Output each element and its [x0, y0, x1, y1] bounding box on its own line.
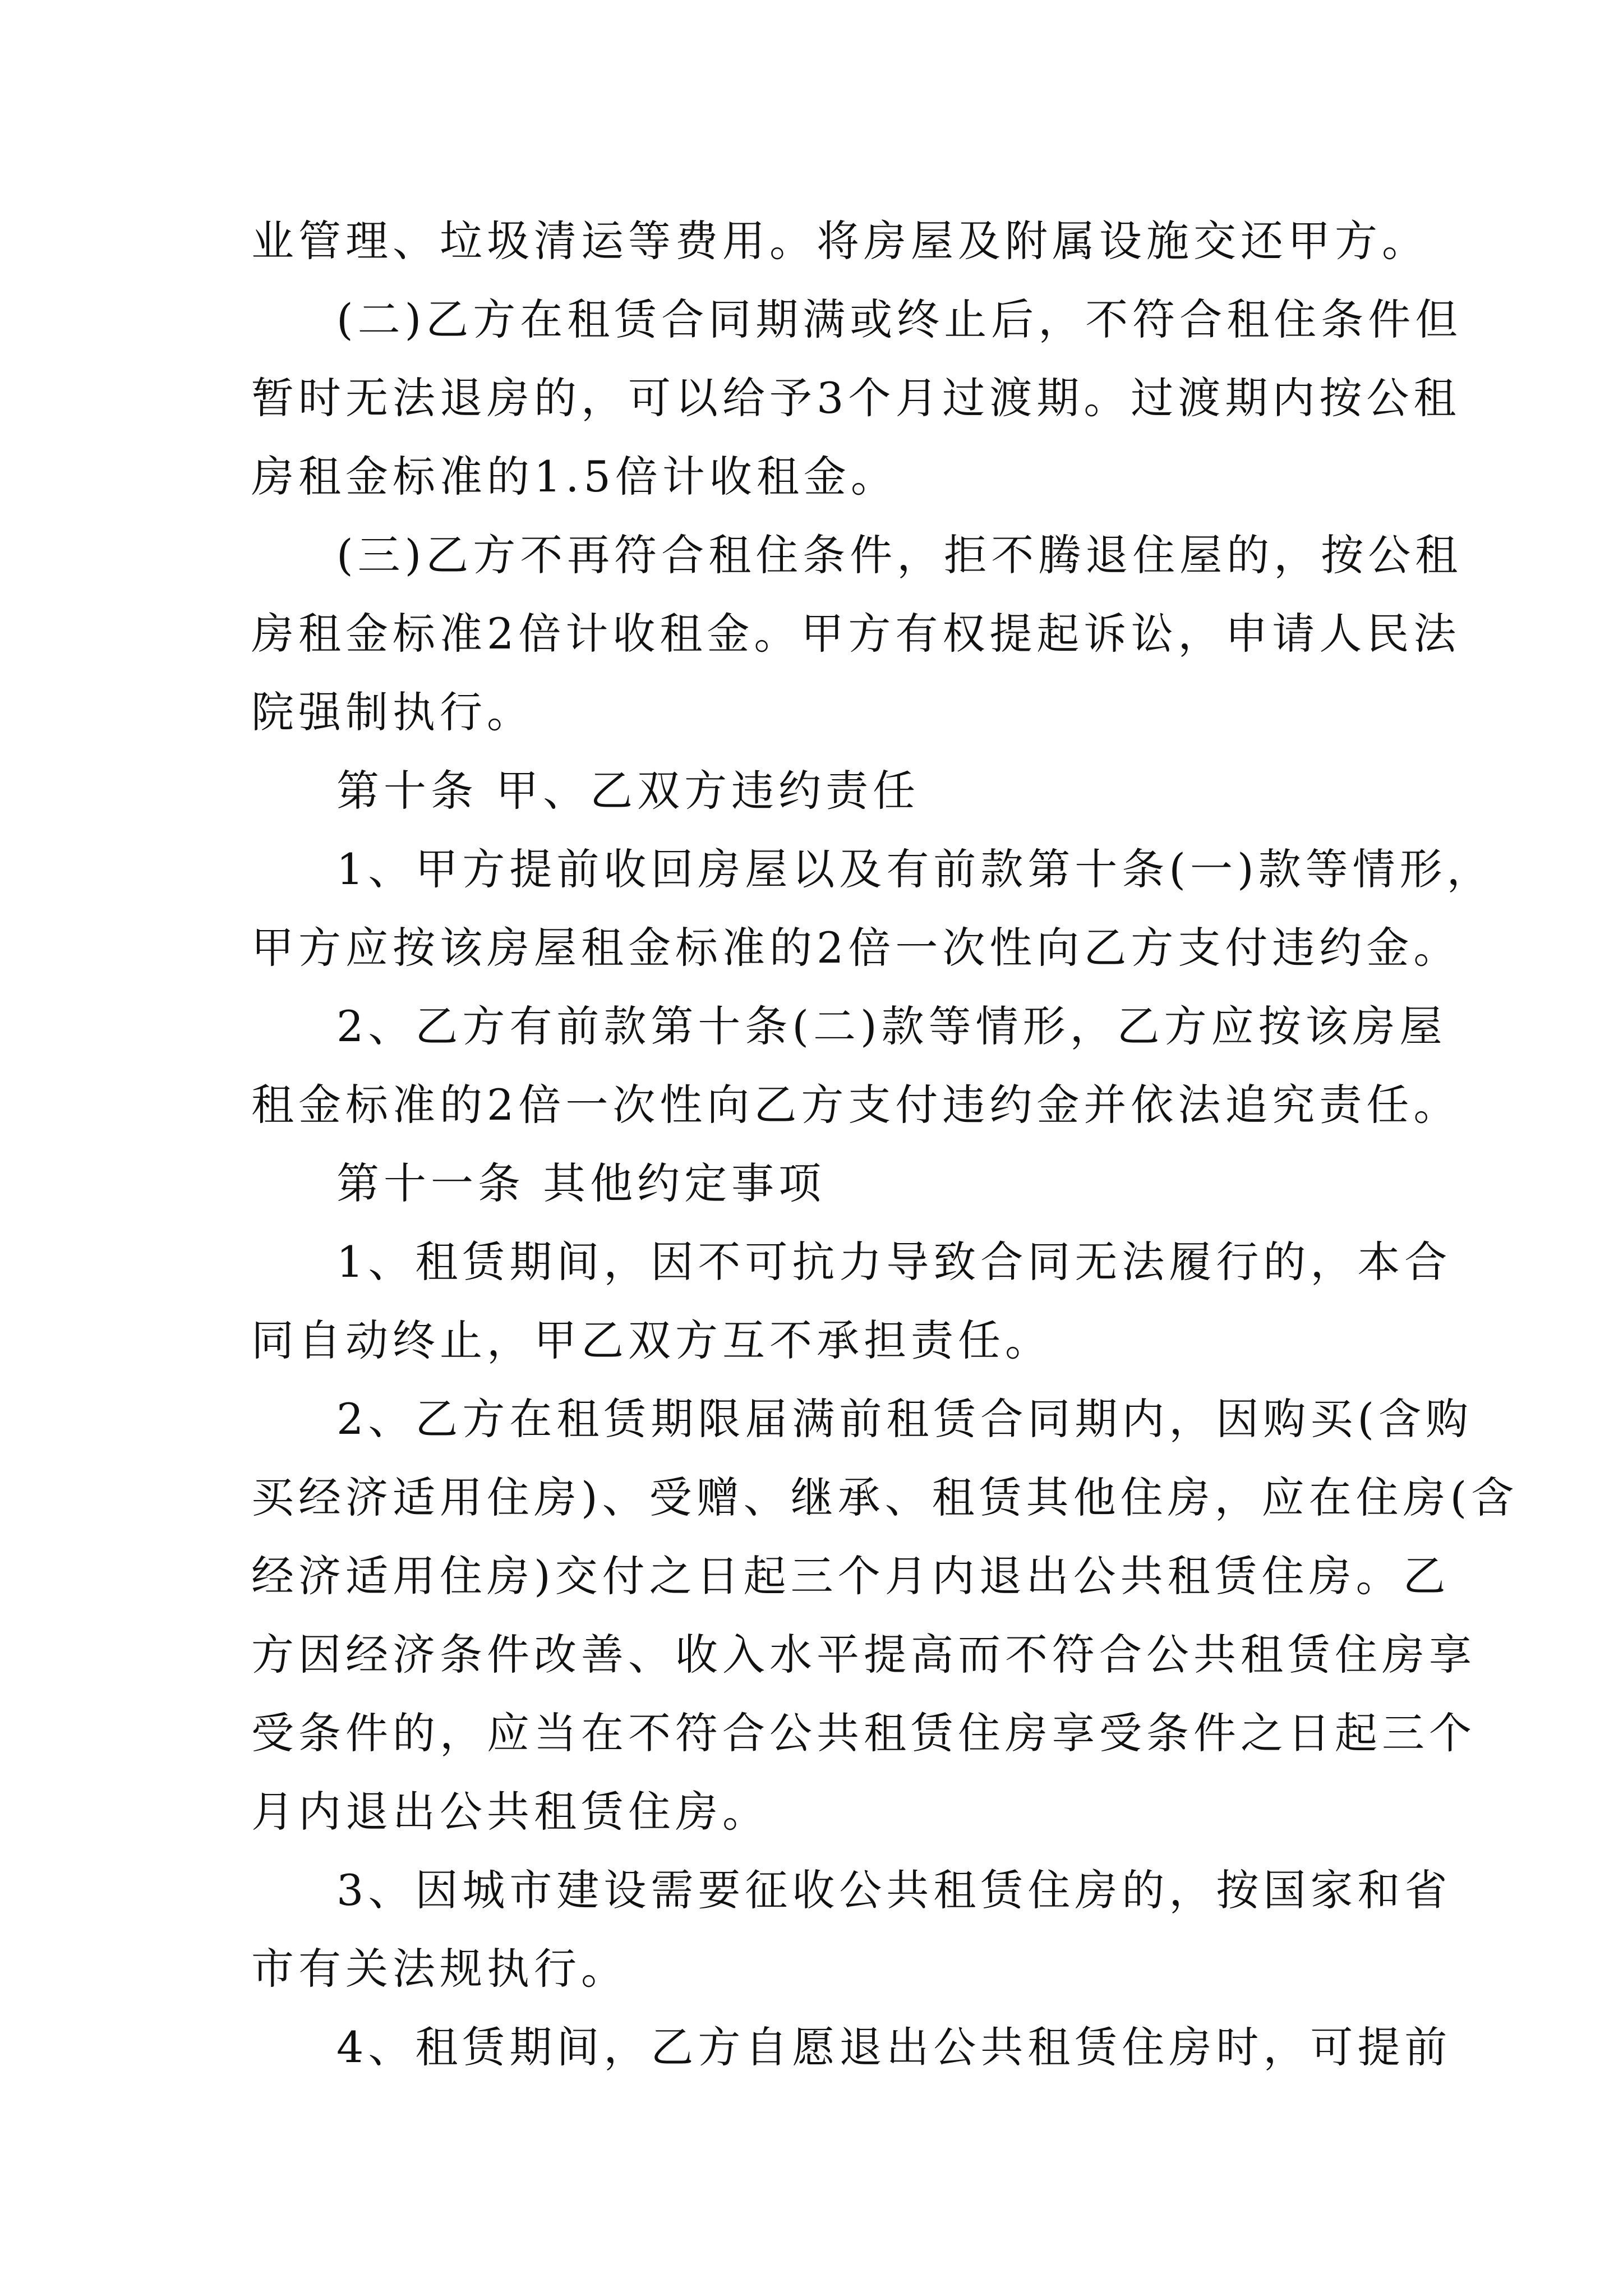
- text-line: 经济适用住房)交付之日起三个月内退出公共租赁住房。乙: [251, 1551, 1450, 1601]
- text-line: 买经济适用住房)、受赠、继承、租赁其他住房，应在住房(含: [251, 1473, 1519, 1522]
- text-line: 月内退出公共租赁住房。: [251, 1787, 769, 1837]
- text-line: 1、甲方提前收回房屋以及有前款第十条(一)款等情形，: [336, 844, 1494, 894]
- text-line: (二)乙方在租赁合同期满或终止后，不符合租住条件但: [336, 295, 1463, 344]
- text-line: 业管理、垃圾清运等费用。将房屋及附属设施交还甲方。: [251, 216, 1429, 266]
- text-line: 3、因城市建设需要征收公共租赁住房的，按国家和省: [336, 1865, 1452, 1915]
- text-line: (三)乙方不再符合租住条件，拒不腾退住屋的，按公租: [336, 530, 1463, 580]
- text-line: 受条件的，应当在不符合公共租赁住房享受条件之日起三个: [251, 1708, 1476, 1758]
- document-body: [251, 202, 1519, 2087]
- text-line: 市有关法规执行。: [251, 1944, 628, 1994]
- text-line: 甲方应按该房屋租金标准的2倍一次性向乙方支付违约金。: [251, 923, 1461, 973]
- text-line: 暂时无法退房的，可以给予3个月过渡期。过渡期内按公租: [251, 373, 1461, 423]
- text-line: 房租金标准的1.5倍计收租金。: [251, 452, 898, 501]
- text-line: 同自动终止，甲乙双方互不承担责任。: [251, 1315, 1052, 1365]
- text-line: 4、租赁期间，乙方自愿退出公共租赁住房时，可提前: [336, 2022, 1452, 2072]
- text-line: 1、租赁期间，因不可抗力导致合同无法履行的，本合: [336, 1237, 1452, 1287]
- text-line: 方因经济条件改善、收入水平提高而不符合公共租赁住房享: [251, 1630, 1476, 1680]
- text-line: 2、乙方有前款第十条(二)款等情形，乙方应按该房屋: [336, 1001, 1447, 1051]
- text-line: 第十一条 其他约定事项: [336, 1158, 826, 1208]
- text-line: 房租金标准2倍计收租金。甲方有权提起诉讼，申请人民法: [251, 609, 1461, 659]
- text-line: 第十条 甲、乙双方违约责任: [336, 766, 920, 816]
- text-line: 院强制执行。: [251, 687, 534, 737]
- text-line: 2、乙方在租赁期限届满前租赁合同期内，因购买(含购: [336, 1394, 1473, 1444]
- text-line: 租金标准的2倍一次性向乙方支付违约金并依法追究责任。: [251, 1080, 1461, 1130]
